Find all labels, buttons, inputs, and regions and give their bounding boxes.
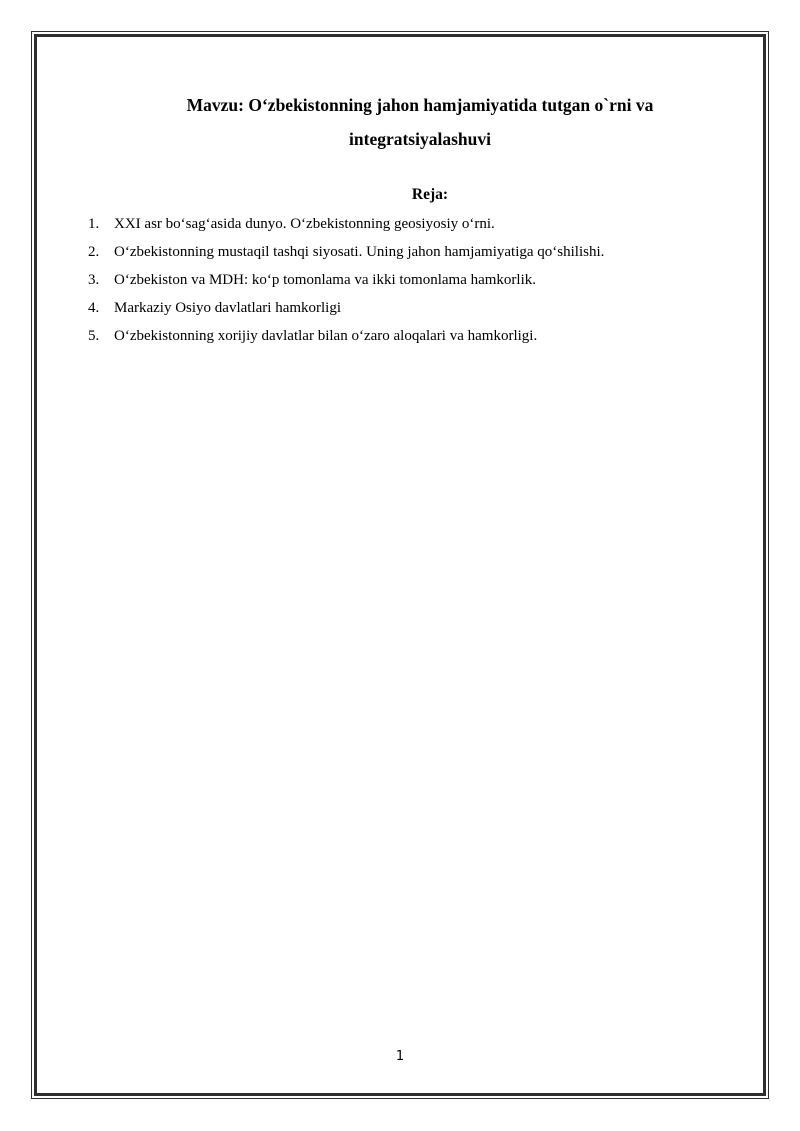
plan-item-text: O‘zbekistonning xorijiy davlatlar bilan o‘zaro aloqalari va hamkorligi. bbox=[114, 328, 538, 344]
plan-item-number: 2. bbox=[88, 244, 100, 260]
plan-item bbox=[88, 322, 748, 350]
plan-item-text: Markaziy Osiyo davlatlari hamkorligi bbox=[114, 300, 342, 316]
plan-item bbox=[88, 294, 748, 322]
plan-item-number: 3. bbox=[88, 272, 100, 288]
plan-heading: Reja: bbox=[411, 186, 449, 203]
page-number: 1 bbox=[395, 1049, 405, 1064]
plan-item bbox=[88, 238, 748, 266]
plan-item-text: XXI asr bo‘sag‘asida dunyo. O‘zbekistonning geosiyosiy o‘rni. bbox=[114, 216, 495, 232]
document-title: Mavzu: O‘zbekistonning jahon hamjamiyatida tutgan o`rni va integratsiyalashuvi bbox=[186, 95, 654, 149]
plan-item-number: 5. bbox=[88, 328, 100, 344]
plan-item bbox=[88, 266, 748, 294]
plan-list bbox=[88, 210, 748, 350]
plan-item-text: O‘zbekiston va MDH: ko‘p tomonlama va ikki tomonlama hamkorlik. bbox=[114, 272, 537, 288]
plan-item-number: 1. bbox=[88, 216, 100, 232]
plan-item bbox=[88, 210, 748, 238]
plan-item-number: 4. bbox=[88, 300, 100, 316]
plan-item-text: O‘zbekistonning mustaqil tashqi siyosati. Uning jahon hamjamiyatiga qo‘shilishi. bbox=[114, 244, 605, 260]
